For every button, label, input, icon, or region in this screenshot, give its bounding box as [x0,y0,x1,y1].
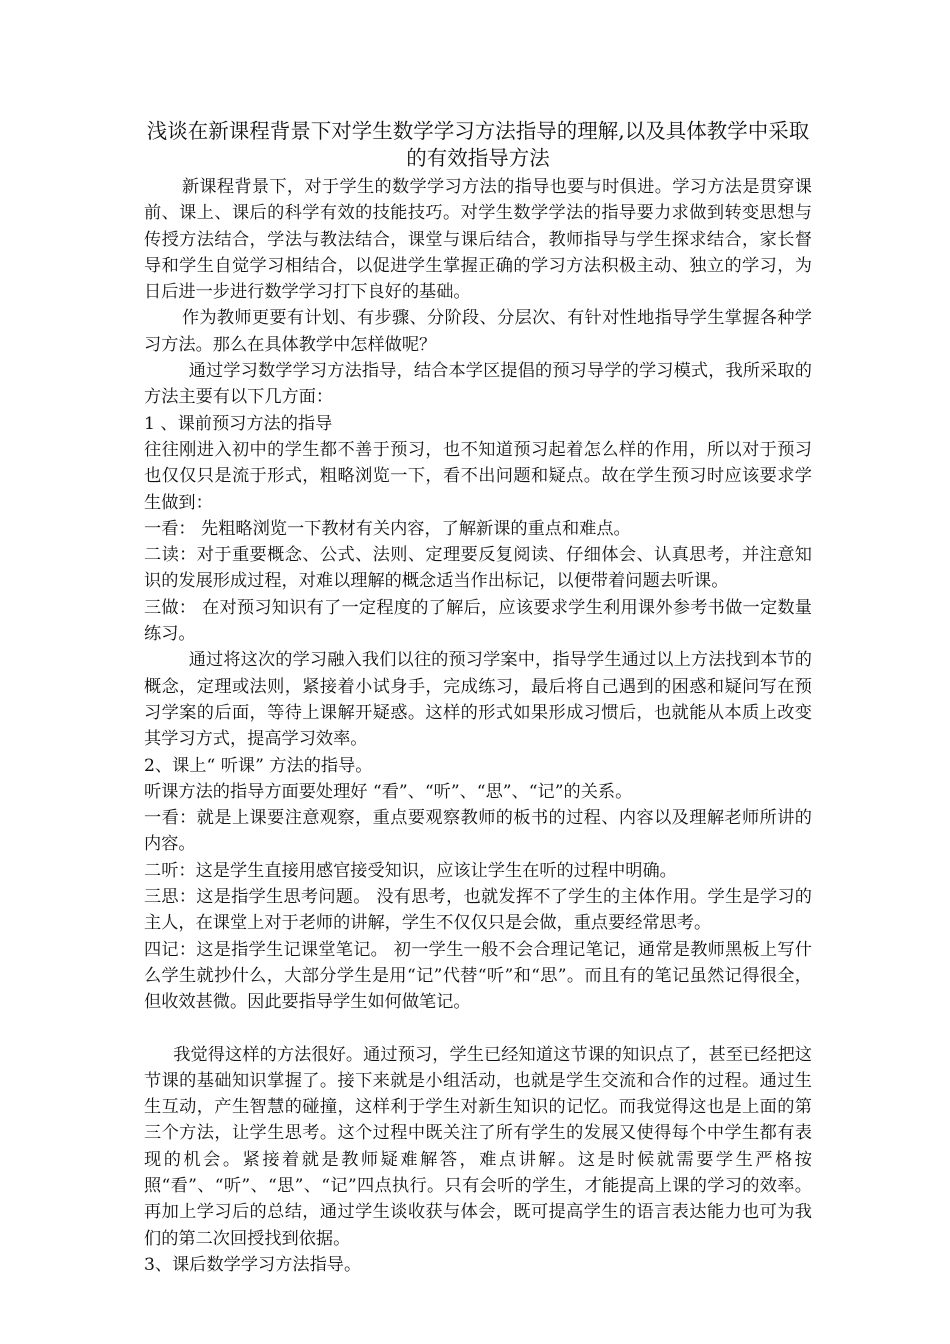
section-heading-preview: 1 、课前预习方法的指导 [144,413,333,434]
paragraph-preview-summary: 通过将这次的学习融入我们以往的预习学案中，指导学生通过以上方法找到本节的概念，定理或法则，紧接着小试身手，完成练习，最后将自己遇到的困惑和疑问写在预习学案的后面，等待上课解开疑惑。这样的形式如果形成习惯后，也就能从本质上改变其学习方式，提高学习效率。 [144,650,812,750]
paragraph-reflection: 我觉得这样的方法很好。通过预习，学生已经知道这节课的知识点了，甚至已经把这节课的基础知识掌握了。接下来就是小组活动，也就是学生交流和合作的过程。通过生生互动，产生智慧的碰撞，这样利于学生对新生知识的记忆。而我觉得这也是上面的第三个方法，让学生思考。这个过程中既关注了所有学生的发展又使得每个中学生都有表现的机会。紧接着就是教师疑难解答，难点讲解。这是时候就需要学生严格按照“看”、“听”、“思”、“记”四点执行。只有会听的学生，才能提高上课的学习的效率。再加上学习后的总结，通过学生谈收获与体会，既可提高学生的语言表达能力也可为我们的第二次回授找到依据。 [144,1044,812,1249]
blank-line [144,1016,812,1042]
list-item-read: 二读：对于重要概念、公式、法则、定理要反复阅读、仔细体会、认真思考，并注意知识的发展形成过程，对难以理解的概念适当作出标记，以便带着问题去听课。 [144,545,812,592]
paragraph-preview-intro: 往往刚进入初中的学生都不善于预习，也不知道预习起着怎么样的作用，所以对于预习也仅仅只是流于形式，粗略浏览一下，看不出问题和疑点。故在学生预习时应该要求学生做到： [144,439,812,513]
document-title: 浅谈在新课程背景下对学生数学学习方法指导的理解,以及具体教学中采取的有效指导方法 [146,119,810,170]
paragraph-listening-intro: 听课方法的指导方面要处理好 “看”、“听”、“思”、“记”的关系。 [144,781,633,802]
document-page [144,118,812,1278]
list-item-look: 一看： 先粗略浏览一下教材有关内容，了解新课的重点和难点。 [144,518,631,539]
list-item-think: 三思：这是指学生思考问题。 没有思考，也就发挥不了学生的主体作用。学生是学习的主人，在课堂上对于老师的讲解，学生不仅仅只是会做，重点要经常思考。 [144,887,812,934]
list-item-notes: 四记：这是指学生记课堂笔记。 初一学生一般不会合理记笔记，通常是教师黑板上写什么学生就抄什么，大部分学生是用“记”代替“听”和“思”。而且有的笔记虽然记得很全，但收效甚微。因此要指导学生如何做笔记。 [144,939,812,1013]
list-item-observe: 一看：就是上课要注意观察，重点要观察教师的板书的过程、内容以及理解老师所讲的内容。 [144,808,812,855]
section-heading-listening: 2、课上“ 听课” 方法的指导。 [144,755,373,776]
list-item-do: 三做： 在对预习知识有了一定程度的了解后，应该要求学生利用课外参考书做一定数量练习。 [144,597,812,645]
section-heading-after-class: 3、课后数学学习方法指导。 [144,1254,362,1275]
paragraph-methods-overview: 通过学习数学学习方法指导，结合本学区提倡的预习导学的学习模式，我所采取的方法主要有以下几方面： [144,361,812,408]
paragraph-teacher-plan: 作为教师更要有计划、有步骤、分阶段、分层次、有针对性地指导学生掌握各种学习方法。那么在具体教学中怎样做呢？ [144,308,812,355]
paragraph-intro: 新课程背景下，对于学生的数学学习方法的指导也要与时俱进。学习方法是贯穿课前、课上、课后的科学有效的技能技巧。对学生数学学法的指导要力求做到转变思想与传授方法结合，学法与教法结合，课堂与课后结合，教师指导与学生探求结合，家长督导和学生自觉学习相结合，以促进学生掌握正确的学习方法积极主动、独立的学习，为日后进一步进行数学学习打下良好的基础。 [144,177,812,303]
list-item-listen: 二听：这是学生直接用感官接受知识，应该让学生在听的过程中明确。 [144,860,677,881]
